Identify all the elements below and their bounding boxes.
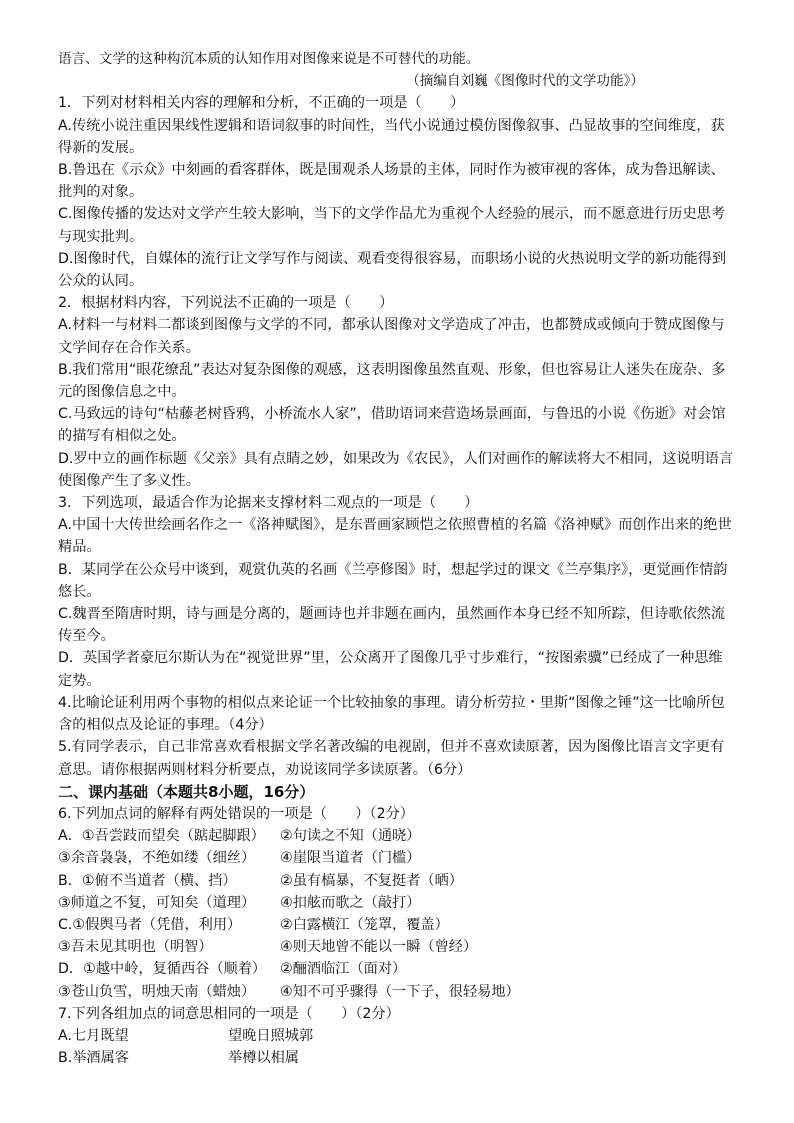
- option-row: [58, 892, 736, 914]
- section-heading: 二、课内基础（本题共8小题，16分）: [58, 782, 315, 801]
- question-stem: 7.下列各组加点的词意思相同的一项是（ ）（2分）: [58, 1005, 400, 1022]
- option-row: [58, 825, 736, 847]
- option-right: ②虽有槁暴，不复挺者（晒）: [280, 872, 463, 889]
- question-4: 4.比喻论证利用两个事物的相似点来论证一个比较抽象的事理。请分析劳拉・里斯“图像之锤”这一比喻所包含的相似点及论证的事理。（4分）: [58, 694, 725, 734]
- option-d: D．英国学者豪厄尔斯认为在“视觉世界”里，公众离开了图像几乎寸步难行，“按图索骥”已经成了一种思维定势。: [58, 650, 723, 689]
- question-7: [58, 1003, 736, 1070]
- option-row: [58, 870, 736, 892]
- option-row: [58, 1025, 736, 1047]
- option-left: B.举酒属客: [58, 1050, 129, 1067]
- question-1: [58, 92, 736, 292]
- question-stem: 2．根据材料内容，下列说法不正确的一项是（ ）: [58, 295, 394, 312]
- option-row: [58, 958, 736, 980]
- option-left: A.七月既望: [58, 1027, 129, 1044]
- option-left: A．①吾尝跂而望矣（踮起脚跟）: [58, 828, 265, 845]
- option-right: ②白露横江（笼罩，覆盖）: [280, 916, 449, 933]
- option-left: ③师道之不复，可知矣（道理）: [58, 894, 256, 911]
- option-c: C.图像传播的发达对文学产生较大影响，当下的文学作品尤为重视个人经验的展示，而不愿意进行历史思考与现实批判。: [58, 206, 726, 245]
- option-d: D.罗中立的画作标题《父亲》具有点睛之妙，如果改为《农民》，人们对画作的解读将大不相同，这说明语言使图像产生了多义性。: [58, 450, 734, 489]
- option-right: 望晚日照城郭: [228, 1027, 314, 1044]
- option-row: [58, 914, 736, 936]
- option-a: A.材料一与材料二都谈到图像与文学的不同，都承认图像对文学造成了冲击，也都赞成或倾向于赞成图像与文学间存在合作关系。: [58, 317, 725, 356]
- question-stem: 6.下列加点词的解释有两处错误的一项是（ ）（2分）: [58, 805, 414, 822]
- option-right: ②句读之不知（通晓）: [280, 828, 421, 845]
- option-row: [58, 847, 736, 869]
- option-c: C.马致远的诗句“枯藤老树昏鸦，小桥流水人家”，借助语词来营造场景画面，与鲁迅的小说《伤逝》对会馆的描写有相似之处。: [58, 406, 726, 445]
- option-c: C.魏晋至隋唐时期，诗与画是分离的，题画诗也并非题在画内，虽然画作本身已经不知所踪，但诗歌依然流传至今。: [58, 606, 726, 645]
- question-5: 5.有同学表示，自己非常喜欢看根据文学名著改编的电视剧，但并不喜欢读原著，因为图像比语言文字更有意思。请你根据两则材料分析要点，劝说该同学多读原著。（6分）: [58, 739, 725, 778]
- option-a: A.中国十大传世绘画名作之一《洛神赋图》，是东晋画家顾恺之依照曹植的名篇《洛神赋》而创作出来的绝世精品。: [58, 517, 732, 556]
- question-2: [58, 292, 736, 492]
- option-b: B.我们常用“眼花缭乱”表达对复杂图像的观感，这表明图像虽然直观、形象，但也容易让人迷失在庞杂、多元的图像信息之中。: [58, 361, 726, 401]
- question-3: [58, 492, 736, 692]
- question-stem: 1．下列对材料相关内容的理解和分析，不正确的一项是（ ）: [58, 95, 465, 112]
- option-d: D.图像时代，自媒体的流行让文学写作与阅读、观看变得很容易，而职场小说的火热说明文学的新功能得到公众的认同。: [58, 250, 727, 290]
- option-right: ②酾酒临江（面对）: [280, 961, 407, 978]
- option-right: ④扣舷而歌之（敲打）: [280, 894, 421, 911]
- intro-line: 语言、文学的这种构沉本质的认知作用对图像来说是不可替代的功能。: [58, 51, 480, 67]
- source-citation: （摘编自刘巍《图像时代的文学功能》）: [406, 73, 644, 90]
- option-left: D．①越中岭，复循西谷（顺着）: [58, 961, 267, 978]
- option-right: ④崖限当道者（门槛）: [280, 850, 421, 867]
- option-row: [58, 981, 736, 1003]
- option-row: [58, 1047, 736, 1069]
- option-right: ④则天地曾不能以一瞬（曾经）: [280, 939, 478, 956]
- option-a: A.传统小说注重因果线性逻辑和语词叙事的时间性，当代小说通过模仿图像叙事、凸显故事的空间维度，获得新的发展。: [58, 117, 725, 156]
- option-left: ③苍山负雪，明烛天南（蜡烛）: [58, 983, 256, 1000]
- option-left: B．①俯不当道者（横、挡）: [58, 872, 237, 889]
- option-b: B．某同学在公众号中谈到，观赏仇英的名画《兰亭修图》时，想起学过的课文《兰亭集序》，更觉画作情韵悠长。: [58, 561, 728, 600]
- option-left: C.①假舆马者（凭借，利用）: [58, 916, 242, 933]
- option-right: ④知不可乎骤得（一下子，很轻易地）: [280, 983, 520, 1000]
- question-stem: 3．下列选项，最适合作为论据来支撑材料二观点的一项是（ ）: [58, 495, 479, 512]
- option-row: [58, 936, 736, 958]
- question-6: [58, 803, 736, 1003]
- option-b: B.鲁迅在《示众》中刻画的看客群体，既是围观杀人场景的主体，同时作为被审视的客体，成为鲁迅解读、批判的对象。: [58, 162, 725, 201]
- option-right: 举樽以相属: [228, 1050, 299, 1067]
- option-left: ③吾未见其明也（明智）: [58, 939, 213, 956]
- option-left: ③余音袅袅，不绝如缕（细丝）: [58, 850, 256, 867]
